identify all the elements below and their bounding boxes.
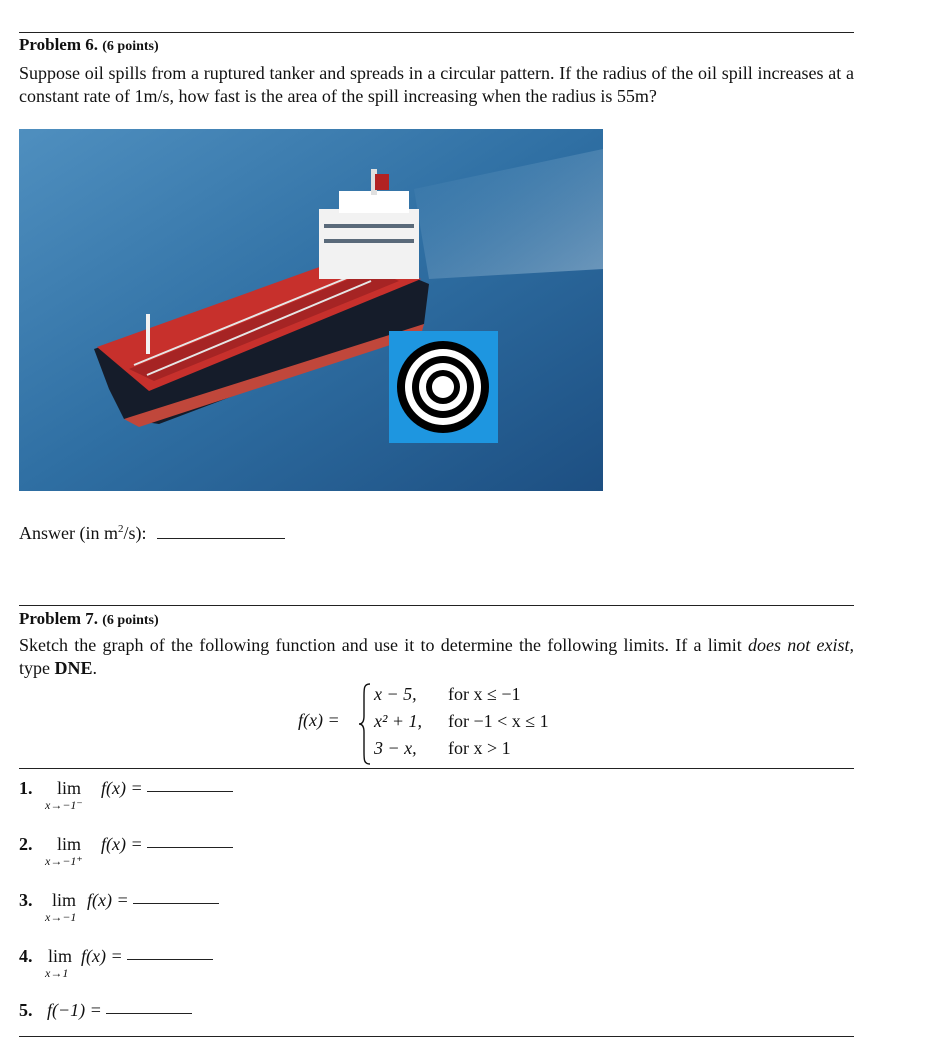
limit-4-expr (81, 946, 213, 967)
case-3-cond: for x > 1 (448, 738, 511, 758)
answer-prefix: Answer (in m (19, 523, 118, 543)
limit-4 (19, 946, 319, 986)
answer-exponent: 2 (117, 523, 124, 535)
problem-6-answer (19, 518, 854, 545)
limit-4-number: 4. (19, 946, 33, 966)
limit-2-lim: lim (57, 834, 82, 854)
problem-7-heading (19, 609, 159, 629)
limit-3-sub: x→−1 (45, 910, 77, 924)
limit-5 (19, 1000, 319, 1040)
limit-5-expr (47, 1000, 192, 1021)
problem-7-text-b: type (19, 658, 55, 678)
limit-5-fx: f(−1) = (47, 1000, 102, 1020)
problem-7-points: (6 points) (102, 613, 159, 628)
problem-7-text-a: Sketch the graph of the following function and use it to determine the following limits. If a limit (19, 635, 748, 655)
limit-2-fx: f(x) = (101, 834, 143, 854)
problem-7-rule (19, 605, 854, 606)
answer-blank[interactable] (157, 537, 285, 539)
limit-2-expr (101, 834, 233, 855)
limit-1 (19, 778, 319, 818)
limit-3-number: 3. (19, 890, 33, 910)
problem-7-text-c: . (92, 658, 98, 678)
limit-1-lim: lim (57, 778, 82, 798)
limit-1-expr (101, 778, 233, 799)
limit-1-fx: f(x) = (101, 778, 143, 798)
case-1-cond: for x ≤ −1 (448, 684, 521, 704)
case-3-expr: 3 − x, (374, 738, 417, 758)
limit-1-blank[interactable] (147, 790, 233, 792)
top-rule (19, 32, 854, 33)
piecewise-function (298, 682, 598, 768)
problem-6-points: (6 points) (102, 39, 159, 54)
problem-7-text-italic: does not exist, (748, 635, 854, 655)
limit-4-sub: x→1 (45, 966, 69, 980)
function-lhs: f(x) = (298, 710, 340, 730)
case-2-cond: for −1 < x ≤ 1 (448, 711, 549, 731)
limit-2-sub: x→−1⁺ (45, 854, 83, 868)
limit-3 (19, 890, 319, 930)
answer-suffix: /s): (123, 523, 147, 543)
limit-3-blank[interactable] (133, 902, 219, 904)
problem-6-title: Problem 6. (19, 35, 99, 54)
case-2-expr: x² + 1, (374, 711, 423, 731)
limit-2-number: 2. (19, 834, 33, 854)
left-brace (358, 682, 372, 766)
limit-1-sub: x→−1⁻ (45, 798, 83, 812)
limit-2-blank[interactable] (147, 846, 233, 848)
problem-7-text-bold: DNE (54, 658, 93, 678)
problem-6-heading (19, 35, 159, 55)
tanker-photo (19, 129, 603, 491)
limit-3-fx: f(x) = (87, 890, 129, 910)
limit-5-blank[interactable] (106, 1012, 192, 1014)
problem-7-text (19, 634, 854, 680)
problem-7-title: Problem 7. (19, 609, 99, 628)
case-1-expr: x − 5, (374, 684, 417, 704)
limit-4-fx: f(x) = (81, 946, 123, 966)
bottom-rule (19, 1036, 854, 1037)
limit-2 (19, 834, 319, 874)
limit-3-expr (87, 890, 219, 911)
limit-4-blank[interactable] (127, 958, 213, 960)
limit-5-number: 5. (19, 1000, 33, 1020)
circular-pattern-icon (397, 341, 489, 433)
function-rule (19, 768, 854, 769)
limit-1-number: 1. (19, 778, 33, 798)
limit-4-lim: lim (48, 946, 73, 966)
problem-6-text: Suppose oil spills from a ruptured tanker and spreads in a circular pattern. If the radius of the oil spill increases at a constant rate of 1m/s, how fast is the area of the spill increasing when the radius is 55m? (19, 63, 854, 106)
limit-3-lim: lim (52, 890, 77, 910)
